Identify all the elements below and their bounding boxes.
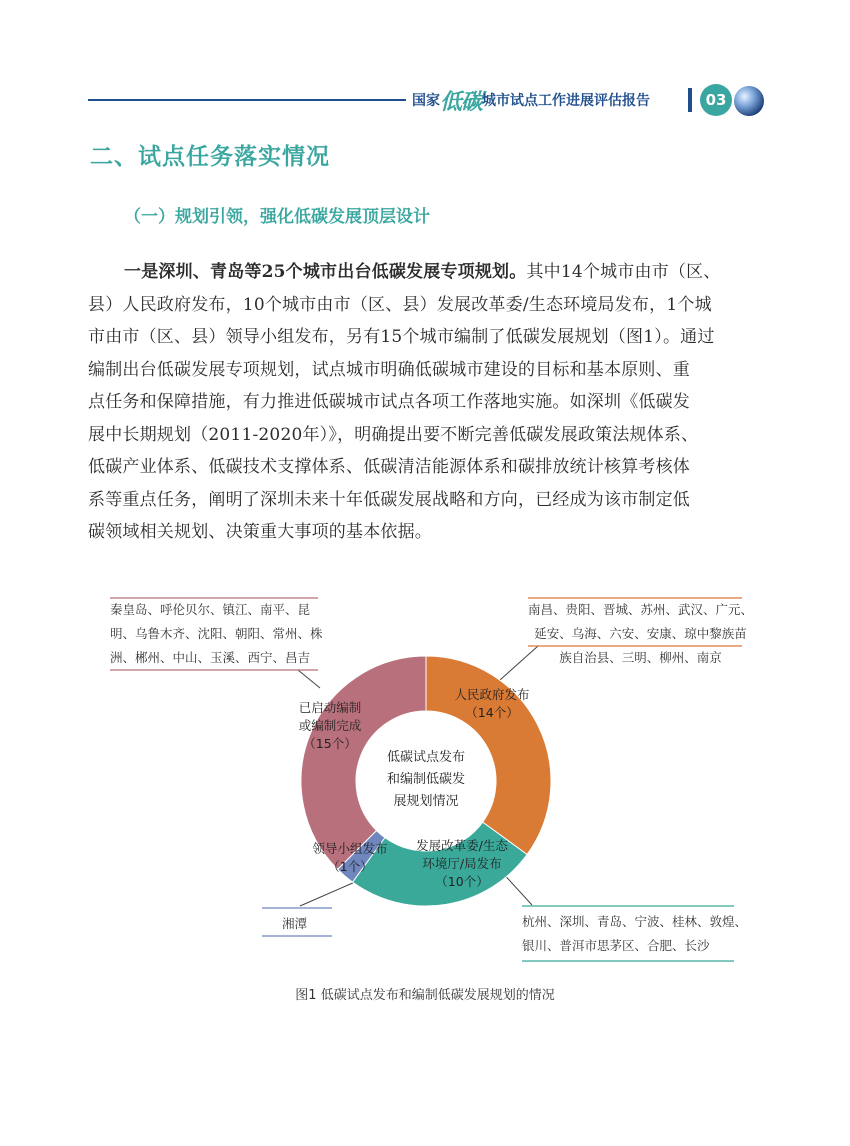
body-paragraph <box>88 256 772 549</box>
paragraph-line: 系等重点任务，阐明了深圳未来十年低碳发展战略和方向，已经成为该市制定低 <box>88 489 690 510</box>
page-number: 03 <box>700 84 732 116</box>
slice-label: （14个） <box>465 705 519 720</box>
subsection-title: （一）规划引领，强化低碳发展顶层设计 <box>124 207 430 227</box>
note-cities-leading-group <box>282 912 307 936</box>
section-title: 二、试点任务落实情况 <box>90 144 330 170</box>
paragraph-line-text: 其中14个城市由市（区、 <box>526 262 721 282</box>
slice-label: 已启动编制 <box>298 700 362 715</box>
slice-label: 发展改革委/生态 <box>416 838 508 853</box>
paragraph-line: 点任务和保障措施，有力推进低碳城市试点各项工作落地实施。如深圳《低碳发 <box>88 392 690 412</box>
leader-line <box>300 882 355 906</box>
donut-chart <box>0 560 850 1000</box>
note-cities-ndrc <box>522 910 747 958</box>
slice-label: （1个） <box>327 859 373 874</box>
note-line: 延安、乌海、六安、安康、琼中黎族苗 <box>534 626 747 641</box>
note-cities-compiled <box>110 598 323 670</box>
note-line: 洲、郴州、中山、玉溪、西宁、昌吉 <box>110 650 311 665</box>
slice-label: （15个） <box>303 736 357 751</box>
paragraph-line: 市由市（区、县）领导小组发布，另有15个城市编制了低碳发展规划（图1）。通过 <box>88 327 715 347</box>
globe-icon <box>734 86 764 116</box>
report-title-post: 城市试点工作进展评估报告 <box>482 93 651 109</box>
slice-label: 领导小组发布 <box>312 841 388 856</box>
note-line: 湘潭 <box>282 916 308 931</box>
slice-label: 或编制完成 <box>298 718 362 733</box>
figure-caption: 图1 低碳试点发布和编制低碳发展规划的情况 <box>295 988 555 1003</box>
center-label: 展规划情况 <box>393 794 459 809</box>
note-line: 银川、普洱市思茅区、合肥、长沙 <box>522 938 710 953</box>
note-line: 杭州、深圳、青岛、宁波、桂林、敦煌、 <box>522 914 748 929</box>
paragraph-line: 低碳产业体系、低碳技术支撑体系、低碳清洁能源体系和碳排放统计核算考核体 <box>88 457 690 477</box>
paragraph-lead: 一是深圳、青岛等25个城市出台低碳发展专项规划。 <box>124 262 527 282</box>
note-line: 秦皇岛、呼伦贝尔、镇江、南平、昆 <box>110 602 311 617</box>
note-line: 南昌、贵阳、晋城、苏州、武汉、广元、 <box>528 602 754 617</box>
paragraph-line: 县）人民政府发布，10个城市由市（区、县）发展改革委/生态环境局发布，1个城 <box>88 294 712 315</box>
note-line: 族自治县、三明、柳州、南京 <box>559 650 722 665</box>
paragraph-line: 碳领域相关规划、决策重大事项的基本依据。 <box>88 522 432 542</box>
slice-label: （10个） <box>435 874 489 889</box>
paragraph-line: 编制出台低碳发展专项规划，试点城市明确低碳城市建设的目标和基本原则、重 <box>88 359 690 380</box>
paragraph-line-1 <box>88 256 772 289</box>
paragraph-line: 展中长期规划（2011-2020年）》，明确提出要不断完善低碳发展政策法规体系、 <box>88 424 699 445</box>
slice-label: 环境厅/局发布 <box>422 856 502 871</box>
header-rule <box>88 99 406 101</box>
slice-label: 人民政府发布 <box>454 687 530 702</box>
report-title-pre: 国家 <box>412 93 440 109</box>
report-title-logo-text: 低碳 <box>440 89 483 115</box>
note-line: 明、乌鲁木齐、沈阳、朝阳、常州、株 <box>110 626 323 641</box>
leader-line <box>298 670 320 688</box>
center-label: 和编制低碳发 <box>386 772 466 787</box>
header-separator <box>688 88 692 112</box>
note-cities-government <box>528 598 753 670</box>
report-title <box>412 86 650 114</box>
center-label: 低碳试点发布 <box>386 750 466 765</box>
